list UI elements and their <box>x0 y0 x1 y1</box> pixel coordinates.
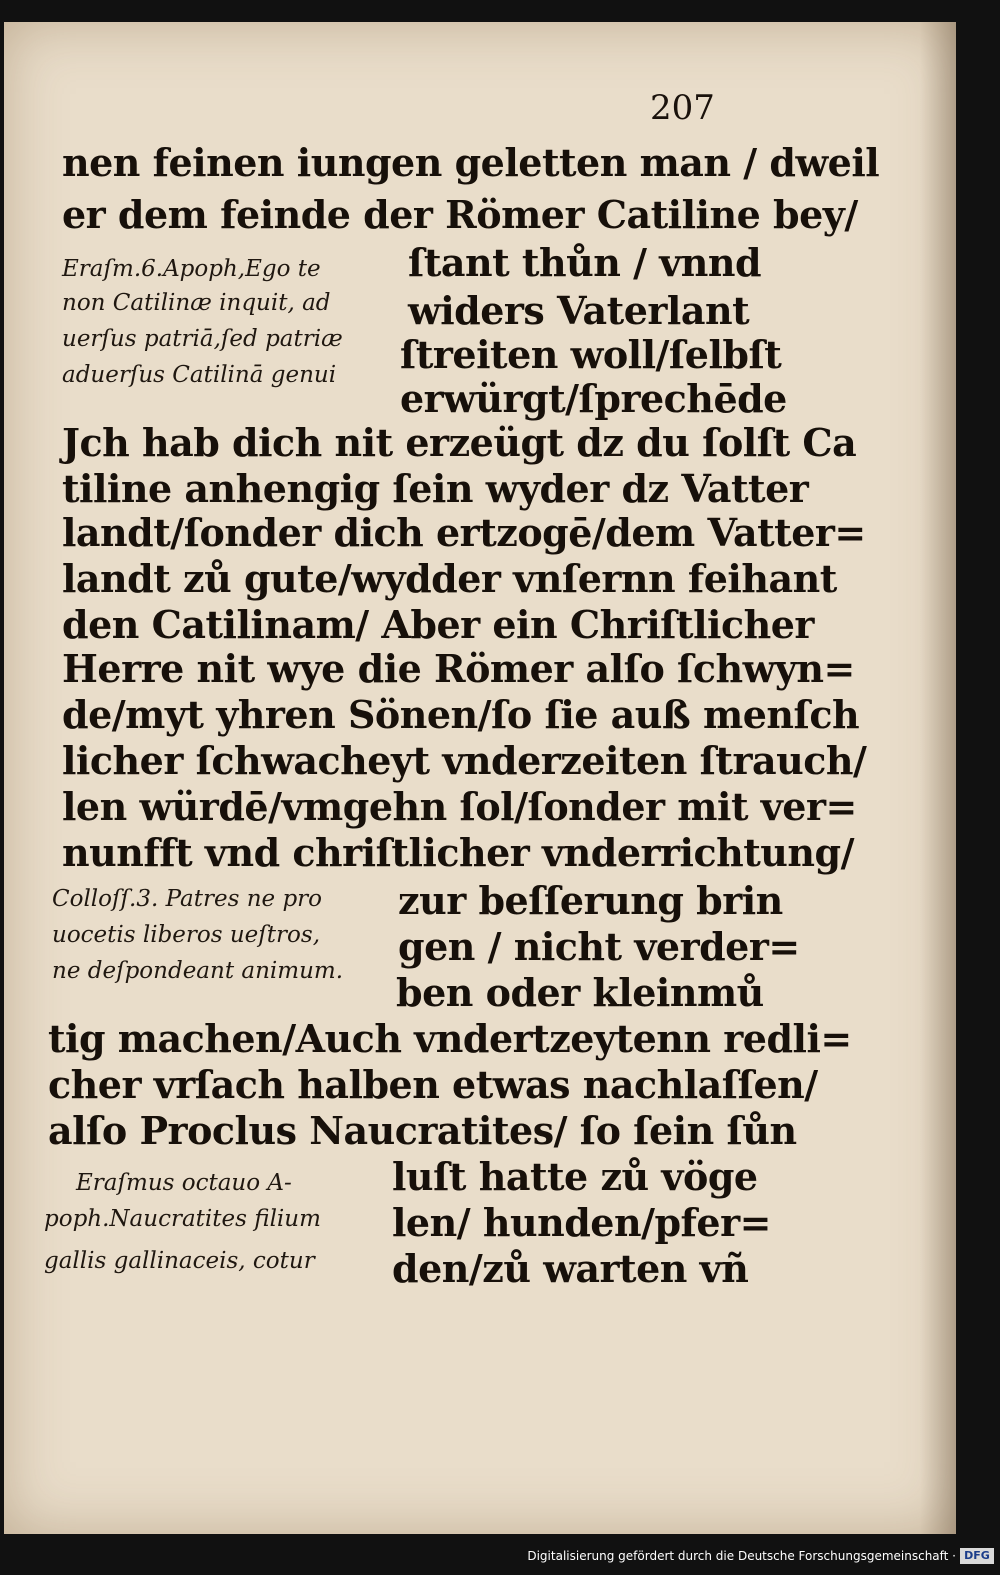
page-edge-shadow <box>920 22 956 1534</box>
text-line-2: er dem feinde der Römer Catiline bey/ <box>62 192 858 237</box>
text-line-12: Herre nit wye die Römer alſo ſchwyn= <box>62 646 855 691</box>
text-line-25: den/zů warten vñ <box>392 1246 749 1291</box>
text-line-17: zur beſſerung brin <box>398 878 783 923</box>
funding-credit: Digitalisierung gefördert durch die Deutsche Forschungsgemeinschaft · <box>527 1549 956 1563</box>
dfg-logo: DFG <box>960 1548 994 1564</box>
text-line-18: gen / nicht verder= <box>398 924 800 969</box>
text-line-1: nen feinen iungen geletten man / dweil <box>62 140 880 185</box>
text-line-7: Jch hab dich nit erzeügt dz du ſolſt Ca <box>62 420 857 465</box>
margin-note-3-line-2: poph.Naucratites filium <box>44 1206 321 1232</box>
text-line-6: erwürgt/ſprechēde <box>400 376 787 421</box>
margin-note-3-line-1: Eraſmus octauo A- <box>76 1170 292 1196</box>
text-line-5: ſtreiten woll/ſelbſt <box>400 332 782 377</box>
text-line-16: nunfft vnd chriſtlicher vnderrichtung/ <box>62 830 855 875</box>
text-line-9: landt/ſonder dich ertzogē/dem Vatter= <box>62 510 866 555</box>
text-line-13: de/myt yhren Sönen/ſo ſie auß menſch <box>62 692 860 737</box>
margin-note-2-line-3: ne deſpondeant animum. <box>52 958 344 984</box>
text-line-14: licher ſchwacheyt vnderzeiten ſtrauch/ <box>62 738 867 783</box>
margin-note-1-line-1: Eraſm.6.Apoph,Ego te <box>62 256 321 282</box>
margin-note-1-line-4: aduerſus Catilinā genui <box>62 362 337 388</box>
margin-note-2-line-2: uocetis liberos ueſtros, <box>52 922 321 948</box>
text-line-23: luſt hatte zů vöge <box>392 1154 758 1199</box>
text-line-21: cher vrſach halben etwas nachlaſſen/ <box>48 1062 818 1107</box>
text-line-8: tiline anhengig ſein wyder dz Vatter <box>62 466 809 511</box>
text-line-15: len würdē/vmgehn ſol/ſonder mit ver= <box>62 784 857 829</box>
margin-note-1-line-2: non Catilinæ inquit, ad <box>62 290 331 316</box>
page-number: 207 <box>650 88 715 128</box>
text-line-4: widers Vaterlant <box>408 288 750 333</box>
margin-note-2-line-1: Colloſſ.3. Patres ne pro <box>52 886 323 912</box>
text-line-24: len/ hunden/pfer= <box>392 1200 771 1245</box>
text-line-19: ben oder kleinmů <box>396 970 764 1015</box>
margin-note-3-line-3: gallis gallinaceis, cotur <box>44 1248 315 1274</box>
text-line-3: ſtant thůn / vnnd <box>408 240 762 285</box>
margin-note-1-line-3: uerſus patriā,ſed patriæ <box>62 326 343 352</box>
text-line-10: landt zů gute/wydder vnſernn feihant <box>62 556 837 601</box>
text-line-20: tig machen/Auch vndertzeytenn redli= <box>48 1016 852 1061</box>
text-line-22: alſo Proclus Naucratites/ ſo ſein ſůn <box>48 1108 797 1153</box>
text-line-11: den Catilinam/ Aber ein Chriſtlicher <box>62 602 814 647</box>
